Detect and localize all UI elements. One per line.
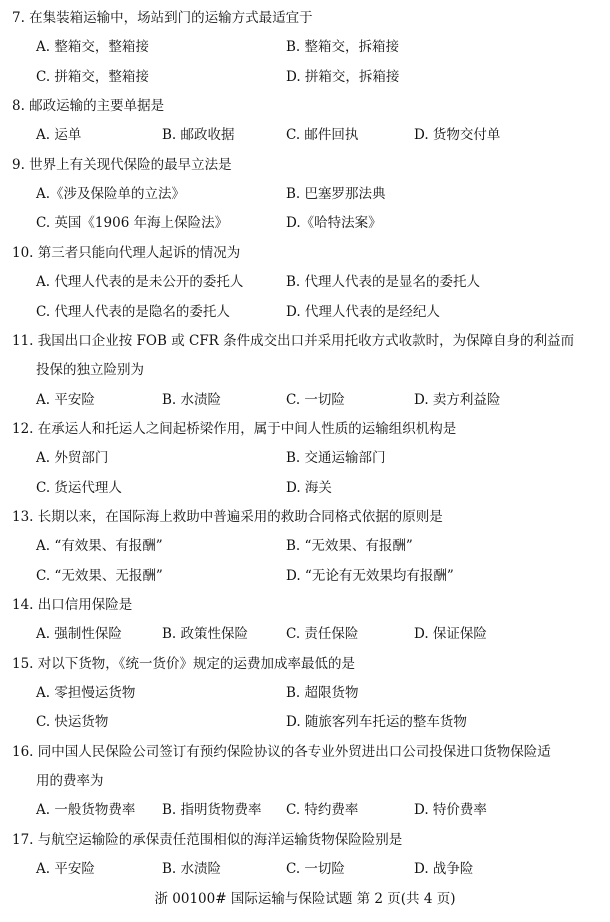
answer-option: B. “无效果、有报酬”	[286, 538, 413, 555]
answer-option: D. 货物交付单	[414, 127, 501, 144]
question-stem-continued: 投保的独立险别为	[36, 362, 144, 379]
answer-option: B. 邮政收据	[162, 127, 235, 144]
question-stem: 7. 在集装箱运输中，场站到门的运输方式最适宜于	[12, 10, 313, 26]
answer-option: D. 保证保险	[414, 626, 487, 643]
answer-option: B. 整箱交，拆箱接	[286, 39, 400, 56]
answer-option: A.《涉及保险单的立法》	[36, 186, 186, 203]
answer-option: D. 拼箱交，拆箱接	[286, 68, 400, 85]
answer-option: C. 货运代理人	[36, 479, 122, 496]
answer-option: D. 随旅客列车托运的整车货物	[286, 714, 467, 731]
answer-option: A. 外贸部门	[36, 450, 109, 467]
question-stem: 16. 同中国人民保险公司签订有预约保险协议的各专业外贸进出口公司投保进口货物保险适	[12, 743, 551, 760]
answer-option: D. 海关	[286, 479, 332, 496]
answer-option: C. 一切险	[286, 861, 345, 878]
answer-option: A. 代理人代表的是未公开的委托人	[36, 274, 244, 291]
answer-option: C. 英国《1906 年海上保险法》	[36, 215, 229, 232]
question-stem: 9. 世界上有关现代保险的最早立法是	[12, 156, 232, 173]
answer-option: D. 特价费率	[414, 802, 487, 819]
answer-option: A. 平安险	[36, 391, 95, 408]
question-stem: 10. 第三者只能向代理人起诉的情况为	[12, 244, 241, 261]
answer-option: A. 运单	[36, 127, 82, 144]
question-stem: 13. 长期以来，在国际海上救助中普遍采用的救助合同格式依据的原则是	[12, 508, 443, 525]
answer-option: B. 交通运输部门	[286, 450, 386, 467]
answer-option: C. 代理人代表的是隐名的委托人	[36, 303, 230, 320]
answer-option: B. 指明货物费率	[162, 802, 262, 819]
answer-option: A. 平安险	[36, 861, 95, 878]
question-stem: 12. 在承运人和托运人之间起桥梁作用，属于中间人性质的运输组织机构是	[12, 420, 457, 437]
answer-option: B. 超限货物	[286, 685, 359, 702]
answer-option: C. “无效果、无报酬”	[36, 567, 163, 584]
answer-option: A. 强制性保险	[36, 626, 122, 643]
question-stem-continued: 用的费率为	[36, 773, 104, 790]
question-stem: 15. 对以下货物，《统一货价》规定的运费加成率最低的是	[12, 655, 356, 672]
answer-option: C. 责任保险	[286, 626, 359, 643]
answer-option: C. 一切险	[286, 391, 345, 408]
page-footer: 浙 00100# 国际运输与保险试题 第 2 页(共 4 页)	[154, 890, 456, 907]
answer-option: C. 邮件回执	[286, 127, 359, 144]
answer-option: A. 整箱交，整箱接	[36, 39, 149, 56]
answer-option: D. 代理人代表的是经纪人	[286, 303, 440, 320]
answer-option: C. 特约费率	[286, 802, 359, 819]
answer-option: B. 代理人代表的是显名的委托人	[286, 274, 481, 291]
answer-option: B. 政策性保险	[162, 626, 249, 643]
answer-option: A. 一般货物费率	[36, 802, 136, 819]
question-stem: 11. 我国出口企业按 FOB 或 CFR 条件成交出口并采用托收方式收款时，为保障自身的利益而	[12, 332, 575, 349]
answer-option: D. 卖方利益险	[414, 391, 501, 408]
question-stem: 14. 出口信用保险是	[12, 597, 133, 613]
answer-option: A. 零担慢运货物	[36, 685, 136, 702]
answer-option: B. 水渍险	[162, 391, 222, 408]
question-stem: 17. 与航空运输险的承保责任范围相似的海洋运输货物保险险别是	[12, 831, 403, 848]
question-stem: 8. 邮政运输的主要单据是	[12, 98, 165, 115]
answer-option: D. “无论有无效果均有报酬”	[286, 567, 454, 584]
answer-option: B. 巴塞罗那法典	[286, 186, 386, 203]
answer-option: D. 战争险	[414, 861, 474, 878]
answer-option: C. 拼箱交，整箱接	[36, 68, 149, 85]
answer-option: A. “有效果、有报酬”	[36, 538, 163, 555]
answer-option: C. 快运货物	[36, 714, 109, 731]
answer-option: B. 水渍险	[162, 861, 222, 878]
answer-option: D.《哈特法案》	[286, 215, 382, 232]
